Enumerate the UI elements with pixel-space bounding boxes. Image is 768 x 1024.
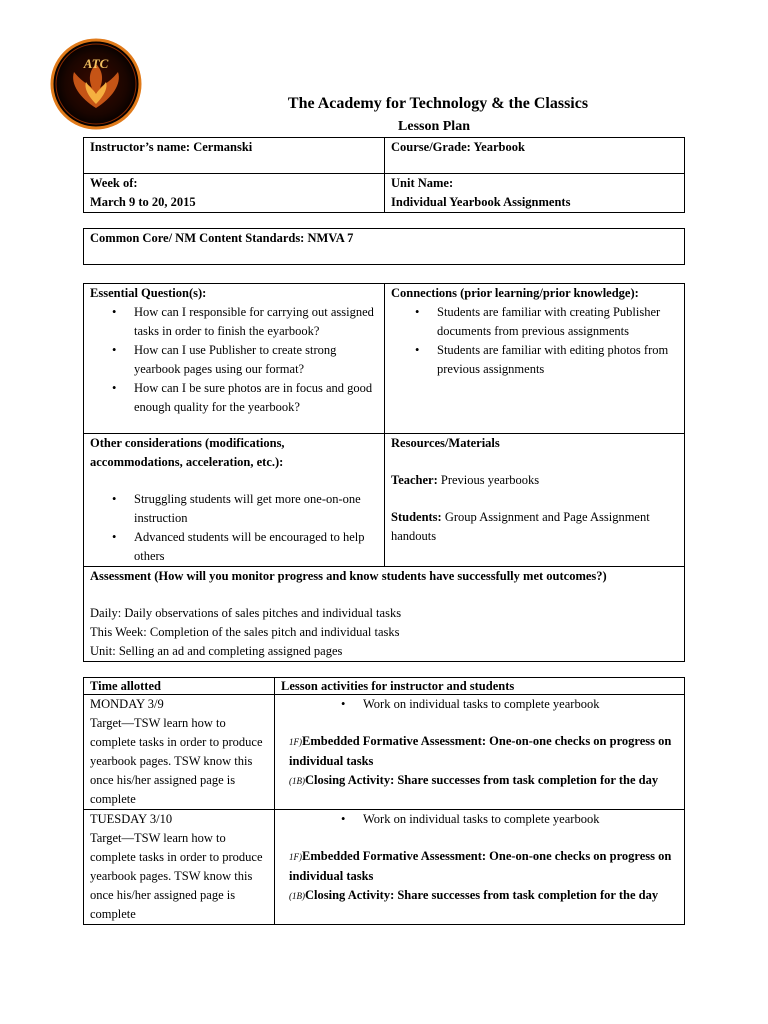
day-label: MONDAY 3/9 <box>90 697 164 711</box>
list-item: • Students are familiar with creating Publisher documents from previous assignments <box>437 303 678 341</box>
target-text: Target—TSW learn how to complete tasks in order to produce yearbook pages. TSW know this once his/her assigned page is complete <box>90 831 263 921</box>
day-label: TUESDAY 3/10 <box>90 812 173 826</box>
list-item: • Students are familiar with editing photos from previous assignments <box>437 341 678 379</box>
instructor-cell <box>84 138 385 174</box>
week-label: Week of: <box>90 176 138 190</box>
resources-cell <box>385 434 685 567</box>
col-activities-header: Lesson activities for instructor and students <box>275 678 685 695</box>
resources-heading: Resources/Materials <box>391 436 500 450</box>
closing-activity: (1B)Closing Activity: Share successes from task completion for the day <box>289 888 659 902</box>
info-table <box>83 137 685 213</box>
instructor-name: Instructor’s name: Cermanski <box>90 140 253 154</box>
standards-text: Common Core/ NM Content Standards: NMVA 7 <box>90 231 354 245</box>
formative-assessment: 1F)Embedded Formative Assessment: One-on-one checks on progress on individual tasks <box>289 734 672 768</box>
unit-label: Unit Name: <box>391 176 454 190</box>
list-item: • How can I use Publisher to create strong yearbook pages using our format? <box>134 341 378 379</box>
connections-heading: Connections (prior learning/prior knowledge): <box>391 286 639 300</box>
document-title: Lesson Plan <box>398 119 470 134</box>
plan-table <box>83 283 685 662</box>
assessment-cell <box>84 567 685 662</box>
unit-cell <box>385 174 685 213</box>
formative-assessment: 1F)Embedded Formative Assessment: One-on-one checks on progress on individual tasks <box>289 849 672 883</box>
activity-cell <box>275 695 685 810</box>
student-resources: Students: Group Assignment and Page Assignment handouts <box>391 510 650 543</box>
activity-cell <box>275 810 685 925</box>
standards-table <box>83 228 685 265</box>
school-logo <box>50 38 142 130</box>
list-item: • How can I be sure photos are in focus and good enough quality for the yearbook? <box>134 379 378 417</box>
closing-activity: (1B)Closing Activity: Share successes from task completion for the day <box>289 773 659 787</box>
connections-cell <box>385 284 685 434</box>
schedule-table <box>83 677 685 925</box>
col-time-header: Time allotted <box>84 678 275 695</box>
other-list <box>90 490 378 566</box>
assessment-daily: Daily: Daily observations of sales pitches and individual tasks <box>90 606 402 620</box>
assessment-heading: Assessment (How will you monitor progress and know students have successfully met outcomes?) <box>90 569 607 583</box>
logo-text: ATC <box>83 56 109 71</box>
assessment-unit: Unit: Selling an ad and completing assigned pages <box>90 644 343 658</box>
connections-list <box>391 303 678 379</box>
list-item: • Work on individual tasks to complete yearbook <box>363 810 678 829</box>
standards-cell <box>84 229 685 265</box>
teacher-resources: Teacher: Previous yearbooks <box>391 473 540 487</box>
list-item: • Work on individual tasks to complete yearbook <box>363 695 678 714</box>
other-considerations-cell <box>84 434 385 567</box>
essential-questions-cell <box>84 284 385 434</box>
list-item: • Advanced students will be encouraged to help others <box>134 528 378 566</box>
course-grade: Course/Grade: Yearbook <box>391 140 525 154</box>
assessment-week: This Week: Completion of the sales pitch and individual tasks <box>90 625 400 639</box>
list-item: • How can I responsible for carrying out assigned tasks in order to finish the eyarbook? <box>134 303 378 341</box>
unit-value: Individual Yearbook Assignments <box>391 195 571 209</box>
table-row <box>84 695 275 810</box>
school-name: The Academy for Technology & the Classics <box>287 95 589 112</box>
week-cell <box>84 174 385 213</box>
list-item: • Struggling students will get more one-on-one instruction <box>134 490 378 528</box>
course-cell <box>385 138 685 174</box>
table-row <box>84 810 275 925</box>
week-value: March 9 to 20, 2015 <box>90 195 196 209</box>
other-heading: Other considerations (modifications, accommodations, acceleration, etc.): <box>90 436 285 469</box>
essential-heading: Essential Question(s): <box>90 286 207 300</box>
target-text: Target—TSW learn how to complete tasks in order to produce yearbook pages. TSW know this once his/her assigned page is complete <box>90 716 263 806</box>
essential-list <box>90 303 378 417</box>
